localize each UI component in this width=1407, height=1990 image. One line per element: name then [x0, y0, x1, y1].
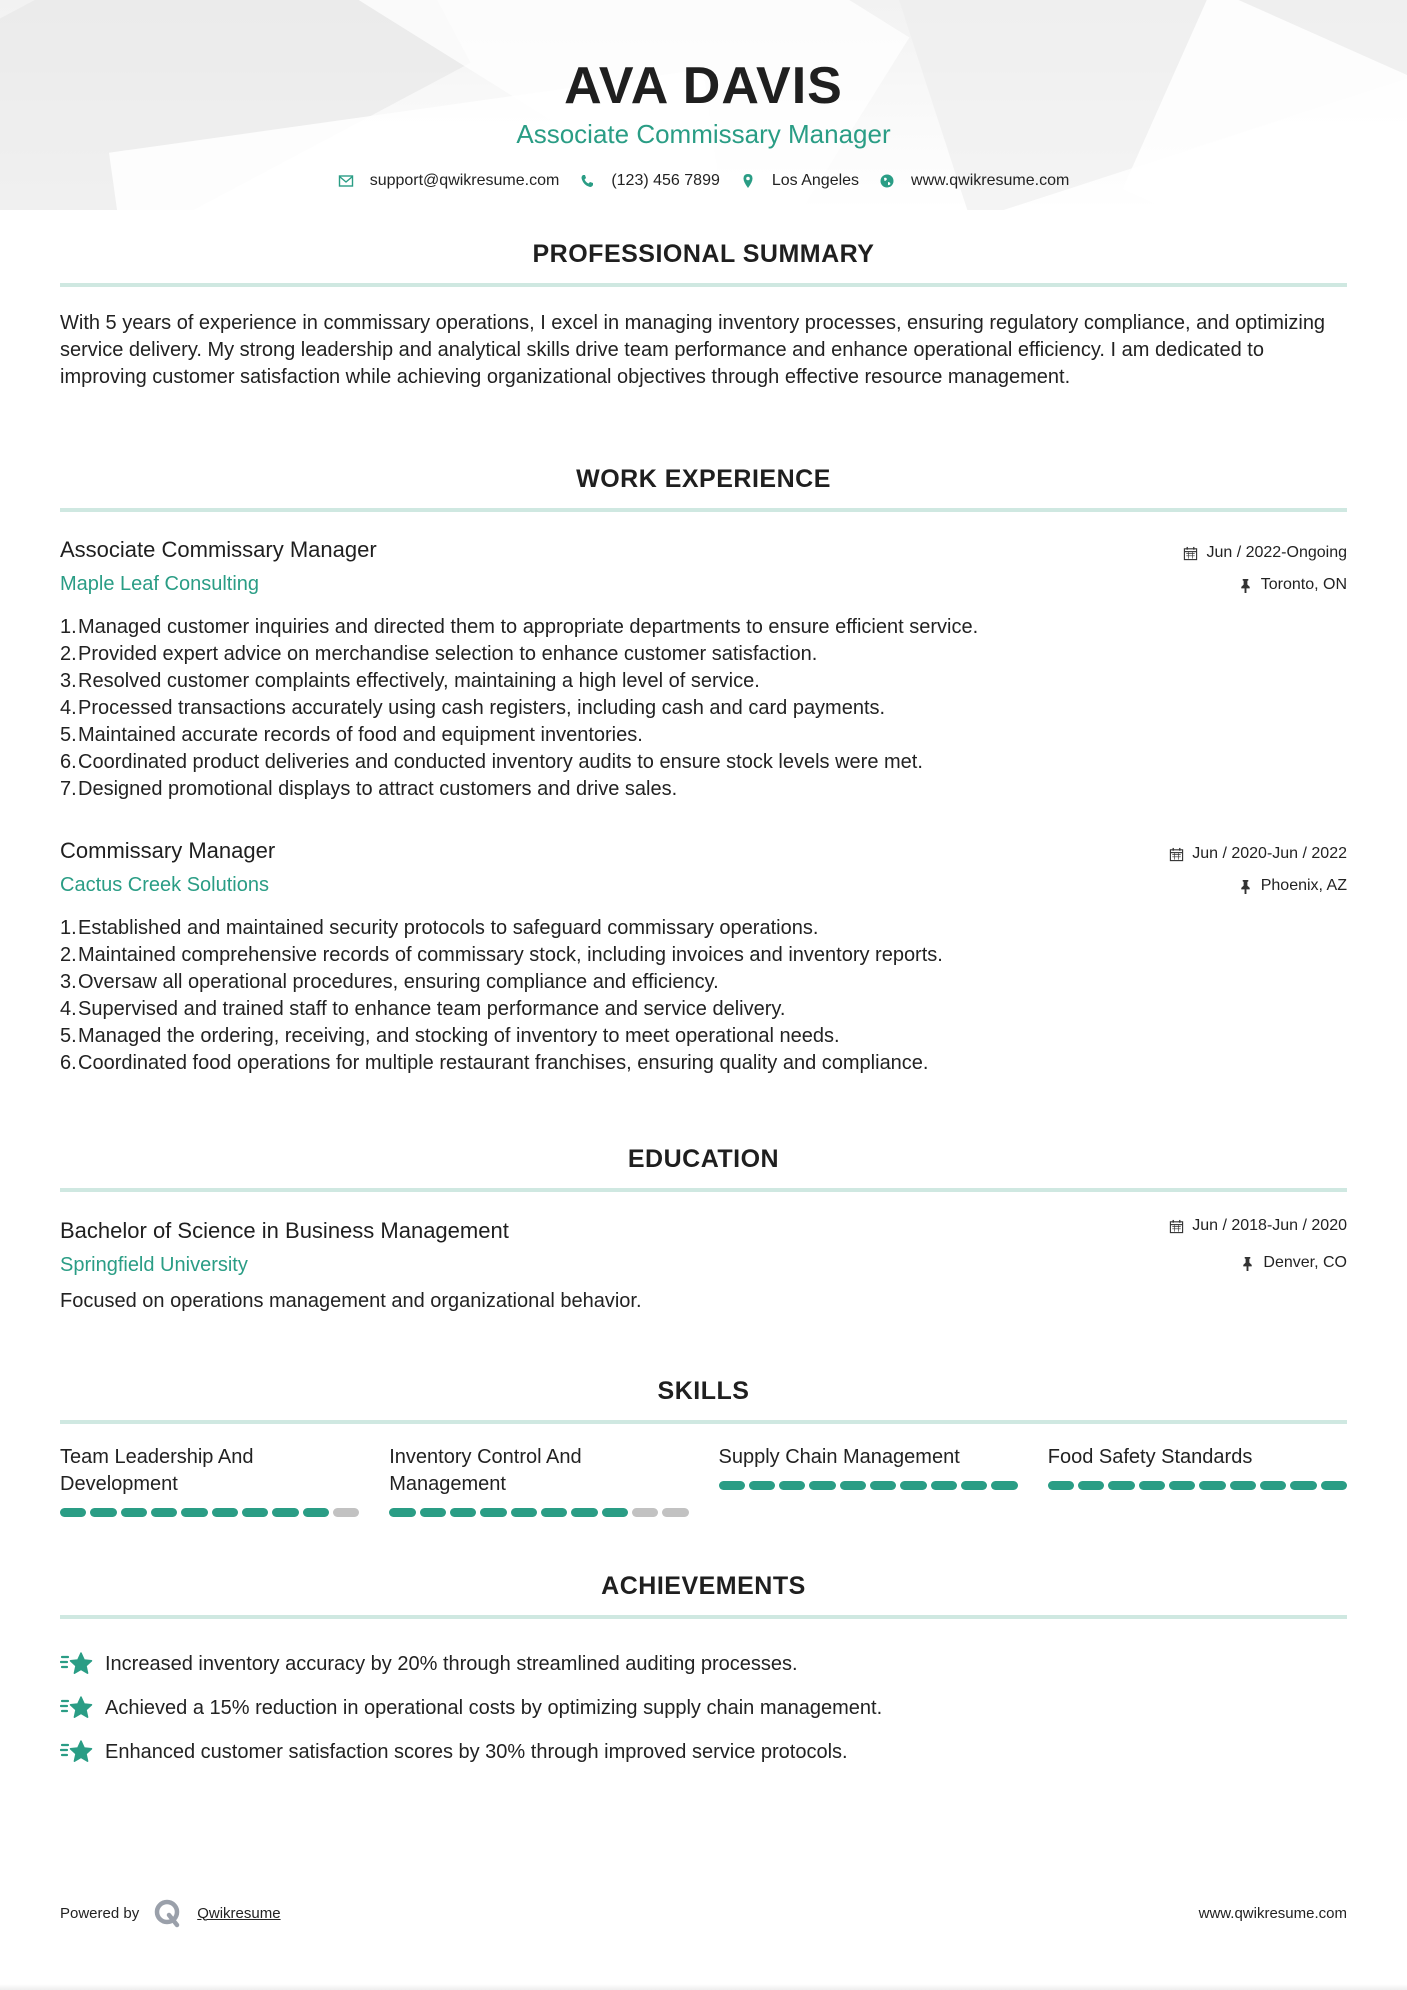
achievement-text: Increased inventory accuracy by 20% through streamlined auditing processes.: [105, 1652, 798, 1675]
education-dates: [1169, 1217, 1347, 1235]
skill-rating-segment: [1139, 1481, 1165, 1490]
bullet-item: 4. Processed transactions accurately using cash registers, including cash and card payments.: [60, 697, 886, 719]
skill-rating-bar: [719, 1481, 1018, 1490]
section-divider: [60, 283, 1347, 287]
footer-powered-by: [60, 1898, 281, 1928]
bullet-item: 3. Oversaw all operational procedures, ensuring compliance and efficiency.: [60, 971, 719, 993]
skill-name: Supply Chain Management: [718, 1446, 960, 1468]
contact-phone-text: (123) 456 7899: [611, 172, 720, 189]
skill-name: Inventory Control And Management: [389, 1446, 582, 1495]
pushpin-icon: [1240, 1256, 1255, 1271]
education-dates-text: Jun / 2018-Jun / 2020: [1192, 1217, 1347, 1234]
section-title-summary: PROFESSIONAL SUMMARY: [532, 240, 875, 268]
skill-rating-segment: [961, 1481, 987, 1490]
education-description: Focused on operations management and organizational behavior.: [60, 1290, 642, 1312]
skill-rating-bar: [389, 1508, 688, 1517]
skill-rating-segment: [541, 1508, 567, 1517]
skill-rating-segment: [389, 1508, 415, 1517]
qwikresume-logo-icon: [153, 1898, 183, 1928]
section-divider: [60, 1188, 1347, 1192]
skill-rating-segment: [90, 1508, 116, 1517]
skill-rating-segment: [870, 1481, 896, 1490]
skill-rating-segment: [511, 1508, 537, 1517]
skill-rating-bar: [1048, 1481, 1347, 1490]
skill-rating-segment: [1108, 1481, 1134, 1490]
skill-rating-segment: [303, 1508, 329, 1517]
school-name: Springfield University: [60, 1254, 248, 1276]
skill-rating-segment: [1290, 1481, 1316, 1490]
skill-rating-segment: [480, 1508, 506, 1517]
phone-icon: [579, 173, 595, 189]
skill-rating-segment: [181, 1508, 207, 1517]
achievement-text: Achieved a 15% reduction in operational costs by optimizing supply chain management.: [105, 1696, 883, 1719]
section-divider: [60, 508, 1347, 512]
skill-rating-segment: [333, 1508, 359, 1517]
calendar-icon: [1169, 1219, 1184, 1234]
job-title: Commissary Manager: [60, 838, 276, 863]
skill-name: Food Safety Standards: [1047, 1446, 1253, 1468]
contact-location-text: Los Angeles: [771, 172, 860, 189]
contact-website-text: www.qwikresume.com: [911, 172, 1070, 189]
skill-rating-segment: [1321, 1481, 1347, 1490]
pushpin-icon: [1238, 879, 1253, 894]
contact-row: [60, 172, 1347, 190]
job-location: [1238, 877, 1347, 895]
skill-rating-bar: [60, 1508, 359, 1517]
skill-rating-segment: [931, 1481, 957, 1490]
achievement-text: Enhanced customer satisfaction scores by 30% through improved service protocols.: [105, 1740, 848, 1763]
job-title: Associate Commissary Manager: [60, 537, 377, 562]
company-name: Maple Leaf Consulting: [60, 573, 260, 595]
skill-rating-segment: [840, 1481, 866, 1490]
job-bullets: [60, 915, 1347, 1077]
skill-rating-segment: [632, 1508, 658, 1517]
calendar-icon: [1183, 546, 1198, 561]
bullet-item: 5. Maintained accurate records of food and equipment inventories.: [60, 724, 643, 746]
skills-grid: [60, 1444, 1347, 1517]
skill-rating-segment: [151, 1508, 177, 1517]
skill-rating-segment: [450, 1508, 476, 1517]
powered-by-label: Powered by: [60, 1904, 140, 1922]
skill-rating-segment: [420, 1508, 446, 1517]
skill-item: [60, 1444, 359, 1517]
skill-item: [389, 1444, 688, 1517]
skill-rating-segment: [991, 1481, 1017, 1490]
education-location-text: Denver, CO: [1263, 1254, 1347, 1271]
bullet-item: 6. Coordinated food operations for multiple restaurant franchises, ensuring quality and compliance.: [60, 1052, 929, 1074]
skill-item: [719, 1444, 1018, 1517]
summary-text: With 5 years of experience in commissary operations, I excel in managing inventory processes, ensuring regulatory compliance, and optimizing service delivery. My strong leadership and analytical skills drive team performance and enhance operational efficiency. I am dedicated to improving customer satisfaction while achieving organizational objectives through effective resource management.: [60, 312, 1326, 388]
star-achievement-icon: [60, 1738, 94, 1766]
bullet-item: 2. Provided expert advice on merchandise selection to enhance customer satisfaction.: [60, 643, 818, 665]
achievements-list: [60, 1642, 1347, 1774]
degree-title: Bachelor of Science in Business Management: [60, 1218, 509, 1243]
star-achievement-icon: [60, 1694, 94, 1722]
contact-email[interactable]: [338, 172, 560, 190]
section-divider: [60, 1615, 1347, 1619]
skill-rating-segment: [1260, 1481, 1286, 1490]
section-divider: [60, 1420, 1347, 1424]
achievement-item: [60, 1642, 1347, 1686]
calendar-icon: [1169, 847, 1184, 862]
skill-name: Team Leadership And Development: [60, 1446, 254, 1495]
section-title-skills: SKILLS: [657, 1377, 750, 1405]
job-location: [1238, 576, 1347, 594]
job-bullets: [60, 614, 1347, 803]
skill-rating-segment: [1169, 1481, 1195, 1490]
job-dates-text: Jun / 2022-Ongoing: [1206, 544, 1347, 561]
skill-rating-segment: [1078, 1481, 1104, 1490]
footer-website[interactable]: www.qwikresume.com: [1198, 1905, 1347, 1922]
page-bottom-edge: [0, 1984, 1407, 1990]
skill-rating-segment: [121, 1508, 147, 1517]
contact-website[interactable]: [879, 172, 1069, 190]
skill-rating-segment: [749, 1481, 775, 1490]
skill-item: [1048, 1444, 1347, 1517]
bullet-item: 3. Resolved customer complaints effectively, maintaining a high level of service.: [60, 670, 760, 692]
company-name: Cactus Creek Solutions: [60, 874, 269, 896]
bullet-item: 4. Supervised and trained staff to enhance team performance and service delivery.: [60, 998, 786, 1020]
contact-email-text: support@qwikresume.com: [369, 172, 560, 189]
pushpin-icon: [1238, 578, 1253, 593]
job-location-text: Toronto, ON: [1260, 576, 1347, 593]
job-location-text: Phoenix, AZ: [1260, 877, 1347, 894]
qwikresume-link[interactable]: Qwikresume: [197, 1904, 281, 1922]
bullet-item: 2. Maintained comprehensive records of commissary stock, including invoices and inventory reports.: [60, 944, 943, 966]
skill-rating-segment: [662, 1508, 688, 1517]
skill-rating-segment: [212, 1508, 238, 1517]
skill-rating-segment: [1199, 1481, 1225, 1490]
skill-rating-segment: [719, 1481, 745, 1490]
contact-location: [740, 172, 859, 190]
skill-rating-segment: [571, 1508, 597, 1517]
bullet-item: 5. Managed the ordering, receiving, and stocking of inventory to meet operational needs.: [60, 1025, 840, 1047]
skill-rating-segment: [809, 1481, 835, 1490]
skill-rating-segment: [60, 1508, 86, 1517]
candidate-name: AVA DAVIS: [564, 57, 843, 115]
achievement-item: [60, 1686, 1347, 1730]
star-achievement-icon: [60, 1650, 94, 1678]
contact-phone[interactable]: [579, 172, 720, 190]
bullet-item: 1. Established and maintained security protocols to safeguard commissary operations.: [60, 917, 819, 939]
job-dates: [1183, 544, 1347, 562]
skill-rating-segment: [602, 1508, 628, 1517]
job-dates-text: Jun / 2020-Jun / 2022: [1192, 845, 1347, 862]
section-title-experience: WORK EXPERIENCE: [576, 465, 831, 493]
skill-rating-segment: [1230, 1481, 1256, 1490]
globe-icon: [879, 173, 895, 189]
skill-rating-segment: [242, 1508, 268, 1517]
achievement-item: [60, 1730, 1347, 1774]
map-pin-icon: [740, 173, 756, 189]
skill-rating-segment: [779, 1481, 805, 1490]
job-dates: [1169, 845, 1347, 863]
bullet-item: 6. Coordinated product deliveries and conducted inventory audits to ensure stock levels were met.: [60, 751, 923, 773]
bullet-item: 7. Designed promotional displays to attract customers and drive sales.: [60, 778, 678, 800]
section-title-achievements: ACHIEVEMENTS: [601, 1572, 806, 1600]
skill-rating-segment: [272, 1508, 298, 1517]
skill-rating-segment: [1048, 1481, 1074, 1490]
envelope-icon: [338, 173, 354, 189]
section-title-education: EDUCATION: [627, 1145, 780, 1173]
education-location: [1240, 1254, 1347, 1272]
candidate-title: Associate Commissary Manager: [516, 119, 891, 149]
skill-rating-segment: [900, 1481, 926, 1490]
bullet-item: 1. Managed customer inquiries and directed them to appropriate departments to ensure efficient service.: [60, 616, 979, 638]
